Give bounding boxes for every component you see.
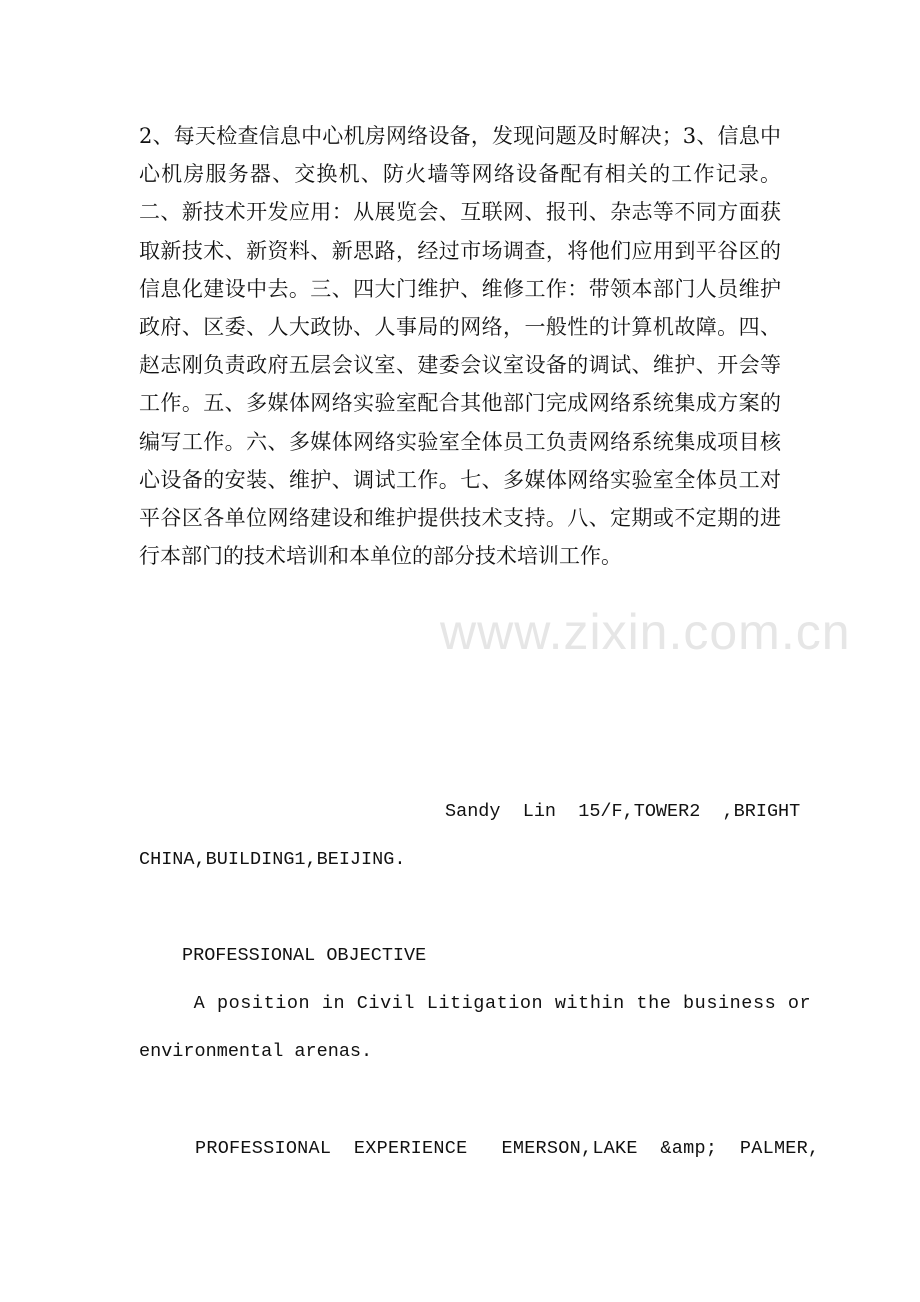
- objective-line-1: A position in Civil Litigation within the business or: [182, 993, 812, 1014]
- watermark: www.zixin.com.cn: [440, 604, 851, 660]
- experience-line: PROFESSIONAL EXPERIENCE EMERSON,LAKE &amp; PALMER,: [195, 1138, 820, 1159]
- body-paragraph: 2、每天检查信息中心机房网络设备，发现问题及时解决；3、信息中心机房服务器、交换机、防火墙等网络设备配有相关的工作记录。二、新技术开发应用：从展览会、互联网、报刊、杂志等不同方面获取新技术、新资料、新思路，经过市场调查，将他们应用到平谷区的信息化建设中去。三、四大门维护、维修工作：带领本部门人员维护政府、区委、人大政协、人事局的网络，一般性的计算机故障。四、赵志刚负责政府五层会议室、建委会议室设备的调试、维护、开会等工作。五、多媒体网络实验室配合其他部门完成网络系统集成方案的编写工作。六、多媒体网络实验室全体员工负责网络系统集成项目核心设备的安装、维护、调试工作。七、多媒体网络实验室全体员工对平谷区各单位网络建设和维护提供技术支持。八、定期或不定期的进行本部门的技术培训和本单位的部分技术培训工作。: [139, 124, 781, 569]
- objective-line-2: environmental arenas.: [139, 1041, 373, 1062]
- address-line-1: Sandy Lin 15/F,TOWER2 ,BRIGHT: [445, 801, 801, 822]
- objective-heading: PROFESSIONAL OBJECTIVE: [182, 945, 427, 966]
- address-line-2: CHINA,BUILDING1,BEIJING.: [139, 849, 406, 870]
